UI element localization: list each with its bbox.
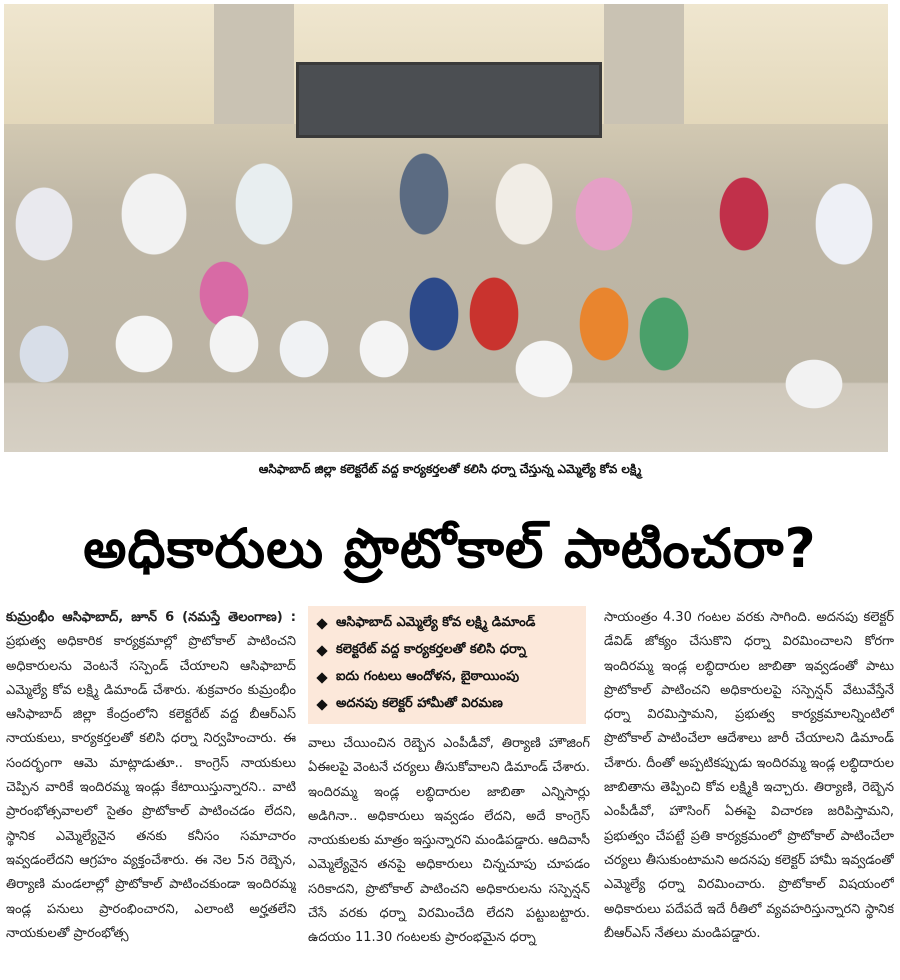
photo-caption: ఆసిఫాబాద్ జిల్లా కలెక్టరేట్ వద్ద కార్యకర్తలతో కలిసి ధర్నా చేస్తున్న ఎమ్మెల్యే కోవ లక్ష్మి <box>258 462 642 476</box>
article-text-1: ప్రభుత్వ అధికారిక కార్యక్రమాల్లో ప్రొటోకాల్ పాటించని అధికారులను వెంటనే సస్పెండ్ చేయాలని ఆసిఫాబాద్ ఎమ్మెల్యే కోవ లక్ష్మి డిమాండ్ చేశారు. శుక్రవారం కుమ్రంభీం ఆసిఫాబాద్ జిల్లా కేంద్రంలోని కలెక్టరేట్ వద్ద బీఆర్ఎస్ నాయకులు, కార్యకర్తలతో కలిసి ధర్నా నిర్వహించారు. ఈ సందర్భంగా ఆమె మాట్లాడుతూ.. కాంగ్రెస్ నాయకులు చెప్పిన వారికే ఇందిరమ్మ ఇండ్లు కేటాయిస్తున్నారని.. వాటి ప్రారంభోత్సవాలలో సైతం ప్రొటోకాల్ పాటించడం లేదని, స్థానిక ఎమ్మెల్యేనైన తనకు కనీసం సమాచారం ఇవ్వడంలేదని ఆగ్రహం వ్యక్తంచేశారు. ఈ నెల 5న రెబ్బెన, తిర్యాణి మండలాల్లో ప్రొటోకాల్ పాటించకుండా ఇందిరమ్మ ఇండ్ల పనులు ప్రారంభించారని, ఎలాంటి అర్హతలేని నాయకులతో ప్రారంభోత్స <box>6 634 296 941</box>
highlight-item <box>312 691 582 718</box>
news-photo <box>4 4 888 452</box>
diamond-bullet-icon <box>316 645 327 656</box>
diamond-bullet-icon <box>316 672 327 683</box>
article-column-2 <box>308 732 590 978</box>
highlight-item <box>312 664 582 691</box>
diamond-bullet-icon <box>316 699 327 710</box>
diamond-bullet-icon <box>316 618 327 629</box>
article-text-3: సాయంత్రం 4.30 గంటల వరకు సాగింది. అదనపు కలెక్టర్ డేవిడ్ జోక్యం చేసుకొని ధర్నా విరమించాలని కోరగా ఇందిరమ్మ ఇండ్ల లబ్ధిదారుల జాబితా ఇవ్వడంతో పాటు ప్రొటోకాల్ పాటించని అధికారులపై సస్పెన్షన్ వేటువేస్తేనే ధర్నా విరమిస్తామని, ప్రభుత్వ కార్యక్రమాలన్నింటిలో ప్రొటోకాల్ పాటించేలా ఆదేశాలు జారీ చేయాలని డిమాండ్ చేశారు. దీంతో అప్పటికప్పుడు ఇందిరమ్మ ఇండ్ల లబ్ధిదారుల జాబితాను తెప్పించి కోవ లక్ష్మికి ఇచ్చారు. తిర్యాణి, రెబ్బెన ఎంపీడీవో, హౌసింగ్ ఏఈపై విచారణ జరిపిస్తామని, ప్రభుత్వం చేపట్టే ప్రతి కార్యక్రమంలో ప్రొటోకాల్ పాటించేలా చర్యలు తీసుకుంటామని అదనపు కలెక్టర్ హామీ ఇవ్వడంతో ఎమ్మెల్యే ధర్నా విరమించారు. ప్రొటోకాల్ విషయంలో అధికారులు పదేపదే ఇదే రీతిలో వ్యవహరిస్తున్నారని స్థానిక బీఆర్ఎస్ నేతలు మండిపడ్డారు. <box>604 610 894 941</box>
seated-protesters <box>4 274 888 452</box>
highlight-text: ఆసిఫాబాద్ ఎమ్మెల్యే కోవ లక్ష్మి డిమాండ్ <box>336 614 536 630</box>
dateline: కుమ్రంభీం ఆసిఫాబాద్, జూన్ 6 (నమస్తే తెలంగాణ) : <box>6 610 296 625</box>
highlight-text: అదనపు కలెక్టర్ హామీతో విరమణ <box>336 695 503 711</box>
article-column-3 <box>604 606 894 978</box>
headline: అధికారులు ప్రొటోకాల్ పాటించరా? <box>83 517 817 580</box>
highlight-item <box>312 610 582 637</box>
article-text-2: వాలు చేయించిన రెబ్బెన ఎంపీడీవో, తిర్యాణి హౌజింగ్ ఏఈలపై వెంటనే చర్యలు తీసుకోవాలని డిమాండ్ చేశారు. ఇందిరమ్మ ఇండ్ల లబ్ధిదారుల జాబితా ఎన్నిసార్లు అడిగినా.. అధికారులు ఇవ్వడం లేదని, అదే కాంగ్రెస్ నాయకులకు మాత్రం ఇస్తున్నారని మండిపడ్డారు. ఆదివాసీ ఎమ్మెల్యేనైన తనపై అధికారులు చిన్నచూపు చూపడం సరికాదని, ప్రొటోకాల్ పాటించని అధికారులను సస్పెన్షన్ చేసే వరకు ధర్నా విరమించేది లేదని పట్టుబట్టారు. ఉదయం 11.30 గంటలకు ప్రారంభమైన ధర్నా <box>308 736 590 946</box>
highlights-box <box>308 606 586 724</box>
highlight-item <box>312 637 582 664</box>
highlight-text: ఐదు గంటలు ఆందోళన, బైఠాయింపు <box>336 668 520 684</box>
highlight-text: కలెక్టరేట్ వద్ద కార్యకర్తలతో కలిసి ధర్నా <box>336 641 526 657</box>
article-column-1 <box>6 606 296 978</box>
